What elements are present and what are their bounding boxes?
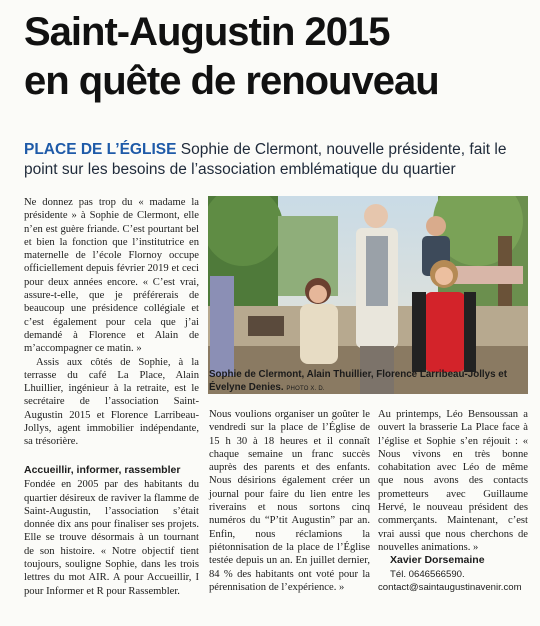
subheading: Accueillir, informer, rassembler — [24, 464, 181, 476]
headline-line-1: Saint-Augustin 2015 — [24, 10, 390, 54]
standfirst-kicker: PLACE DE L’ÉGLISE — [24, 141, 177, 158]
article-column-1-top — [24, 196, 199, 449]
paragraph-intro: Ne donnez pas trop du « madame la présidente » à Sophie de Clermont, elle n’en est guère friande. C’est pourtant bel et bien la fonction que l’institutrice en maternelle de l’école Flornoy occupe officiellement depuis février 2019 et ceci pour deux années encore. « C’est vrai, assure-t-elle, que je préférerais de beaucoup une présidence collégiale et c’est également pour cela que j’ai demandé à Florence et Alain de m’accompagner ce matin. » — [24, 197, 199, 355]
paragraph-terrace: Assis aux côtés de Sophie, à la terrasse du café La Place, Alain Lhuillier, ingénieur à la retraite, est le secrétaire de l’association Saint-Augustin 2015 et Florence Larribeau-Jollys, agent immobilier indépendante, sa trésorière. — [24, 356, 199, 448]
article-column-1-bottom — [24, 458, 199, 598]
article-column-3 — [378, 408, 528, 594]
photo-caption — [209, 369, 527, 395]
standfirst-text: Sophie de Clermont, nouvelle présidente, fait le point sur les besoins de l’association emblématique du quartier — [24, 141, 507, 178]
author-signature: Xavier Dorsemaine — [390, 554, 485, 567]
paragraph-founding: Fondée en 2005 par des habitants du quartier désireux de raviver la flamme de Saint-Augustin, l’association s’était donnée dix ans pour finaliser ses projets. Elle se trouve désormais à un tournant de son histoire. « Notre objectif tient toujours, souligne Sophie, dans les trois lettres du mot AIR. A pour Accueillir, I pour Informer et R pour Rassembler. — [24, 479, 199, 597]
photo-illustration — [208, 196, 528, 394]
headline — [24, 8, 529, 106]
contact-email: contact@saintaugustinavenir.com — [378, 581, 522, 593]
caption-text: Sophie de Clermont, Alain Thuillier, Florence Larribeau-Jollys et Évelyne Denies. — [209, 369, 507, 393]
contact-block — [378, 568, 528, 594]
contact-phone: Tél. 0646566590. — [390, 568, 465, 580]
article-photo — [208, 196, 528, 394]
paragraph-brasserie: Au printemps, Léo Bensoussan a ouvert la brasserie La Place face à l’église et Sophie s’en réjouit : « Nous vivons en très bonne cohabitation avec Léo de même que nous avons des contacts prometteurs avec Guillaume Hervé, le nouveau président des commerçants. Maintenant, c’est vrai aussi que nous cherchons de nouvelles animations. » — [378, 409, 528, 553]
paragraph-projects: Nous voulions organiser un goûter le vendredi sur la place de l’Église de 15 h 30 à 18 heures et il connaît chaque semaine un franc succès auprès des parents et des enfants. Nous désirions également créer un journal pour faire du lien entre les riverains et nous sortons cinq numéros du “P’tit Augustin” par an. Enfin, nous réclamions la piétonnisation de la place de l’Église testée depuis un an. En juillet dernier, 84 % des habitants ont voté pour la pérennisation de l’expérience. » — [209, 409, 370, 593]
article-column-2 — [209, 408, 370, 594]
standfirst — [24, 140, 524, 180]
headline-line-2: en quête de renouveau — [24, 59, 439, 103]
photo-credit: PHOTO X. D. — [286, 385, 325, 392]
